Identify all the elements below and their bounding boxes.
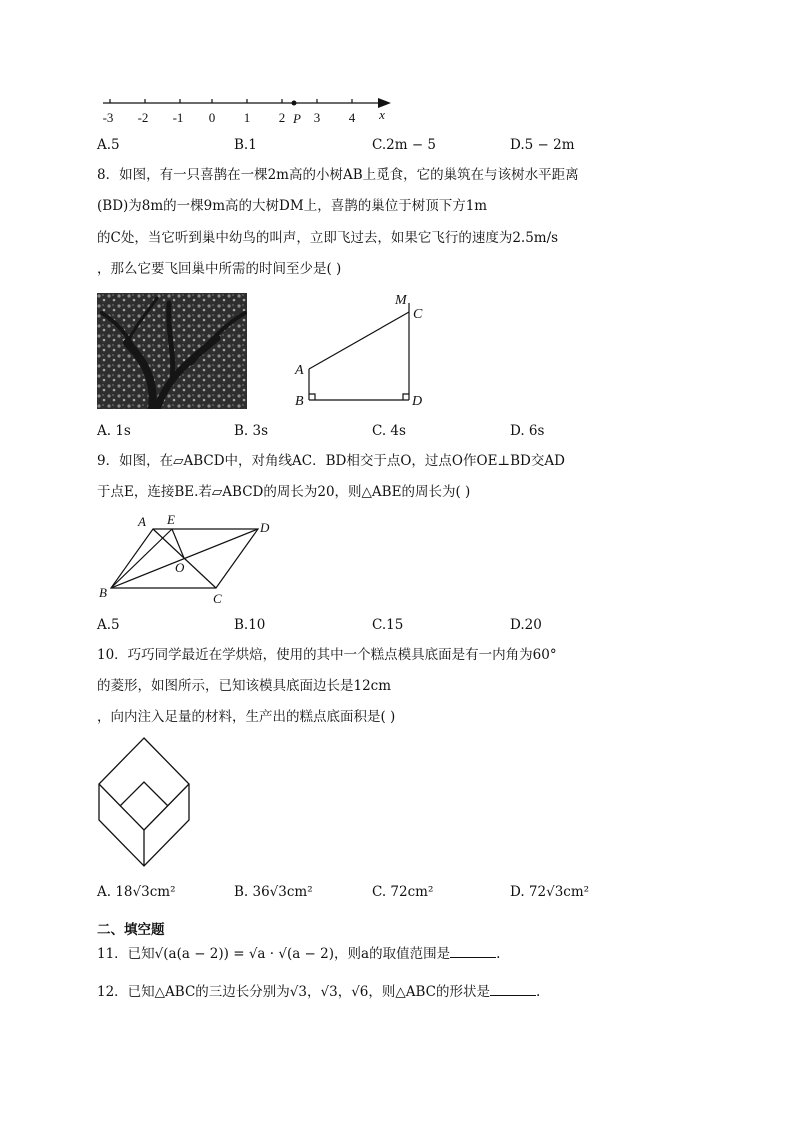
q8-option-c: C. 4s <box>372 423 406 439</box>
q9-text-line1: 9．如图，在▱ABCD中，对角线AC．BD相交于点O，过点O作OE⊥BD交AD <box>97 453 565 469</box>
q8-figure <box>288 287 438 412</box>
q10-option-a: A. 18√3cm² <box>97 884 176 900</box>
q8-option-a: A. 1s <box>97 423 131 439</box>
q10-text-line3: ，向内注入足量的材料，生产出的糕点底面积是( ) <box>97 709 396 725</box>
q11-text-after: . <box>496 946 501 962</box>
label-m: M <box>395 293 407 308</box>
label-c: C <box>213 591 222 606</box>
q10-option-b: B. 36√3cm² <box>234 884 313 900</box>
q11-text <box>97 945 500 963</box>
q10-text-line2: 的菱形，如图所示，已知该模具底面边长是12cm <box>97 678 392 694</box>
q12-text-after: . <box>536 984 541 1000</box>
label-d: D <box>260 520 270 535</box>
q10-text-line1: 10．巧巧同学最近在学烘焙，使用的其中一个糕点模具底面是有一内角为60° <box>97 647 557 663</box>
tick-label: 2 <box>278 110 286 125</box>
q11-text-before: 11．已知√(a(a − 2)) = √a · √(a − 2)，则a的取值范围是 <box>97 946 451 962</box>
q10-option-d: D. 72√3cm² <box>510 884 590 900</box>
q7-option-c: C.2m − 5 <box>372 137 437 153</box>
tree-photo <box>97 293 247 409</box>
q8-text-line1: 8．如图，有一只喜鹊在一棵2m高的小树AB上觅食，它的巢筑在与该树水平距离 <box>97 167 579 183</box>
q8-text-line3: 的C处，当它听到巢中幼鸟的叫声，立即飞过去，如果它飞行的速度为2.5m/s <box>97 230 559 246</box>
q8-text-line2: (BD)为8m的一棵9m高的大树DM上，喜鹊的巢位于树顶下方1m <box>97 198 488 214</box>
axis-x-label: x <box>379 107 385 122</box>
tick-label: 3 <box>313 110 321 125</box>
q8-option-d: D. 6s <box>510 423 545 439</box>
section-title: 二、填空题 <box>97 922 165 938</box>
point-p-marker <box>292 101 297 106</box>
q10-figure <box>94 734 194 872</box>
q12-answer-blank[interactable] <box>490 983 536 996</box>
q8-option-b: B. 3s <box>234 423 269 439</box>
q7-option-d: D.5 − 2m <box>510 137 575 153</box>
label-b: B <box>295 394 304 409</box>
tick-label: 0 <box>208 110 216 125</box>
q12-text-before: 12．已知△ABC的三边长分别为√3，√3，√6，则△ABC的形状是 <box>97 984 491 1000</box>
q9-option-d: D.20 <box>510 617 542 633</box>
q12-text <box>97 983 540 1001</box>
q9-text-line2: 于点E，连接BE.若▱ABCD的周长为20，则△ABE的周长为( ) <box>97 484 471 500</box>
q9-option-c: C.15 <box>372 617 404 633</box>
q7-option-b: B.1 <box>234 137 257 153</box>
point-p-label: P <box>293 111 301 126</box>
number-line <box>95 92 405 128</box>
label-c: C <box>413 307 423 322</box>
tick-label: -2 <box>137 110 149 125</box>
label-a: A <box>295 363 304 378</box>
q7-option-a: A.5 <box>97 137 120 153</box>
label-b: B <box>99 585 107 600</box>
q11-answer-blank[interactable] <box>450 945 496 958</box>
label-e: E <box>167 512 175 527</box>
tick-label: 1 <box>243 110 251 125</box>
tick-label: -1 <box>172 110 184 125</box>
tick-label: 4 <box>348 110 356 125</box>
label-d: D <box>412 394 423 409</box>
q9-figure <box>95 510 280 610</box>
tick-label: -3 <box>102 110 114 125</box>
q10-option-c: C. 72cm² <box>372 884 434 900</box>
label-o: O <box>175 560 185 575</box>
label-a: A <box>138 514 146 529</box>
q9-option-b: B.10 <box>234 617 266 633</box>
q8-text-line4: ，那么它要飞回巢中所需的时间至少是( ) <box>97 261 342 277</box>
q9-option-a: A.5 <box>97 617 120 633</box>
